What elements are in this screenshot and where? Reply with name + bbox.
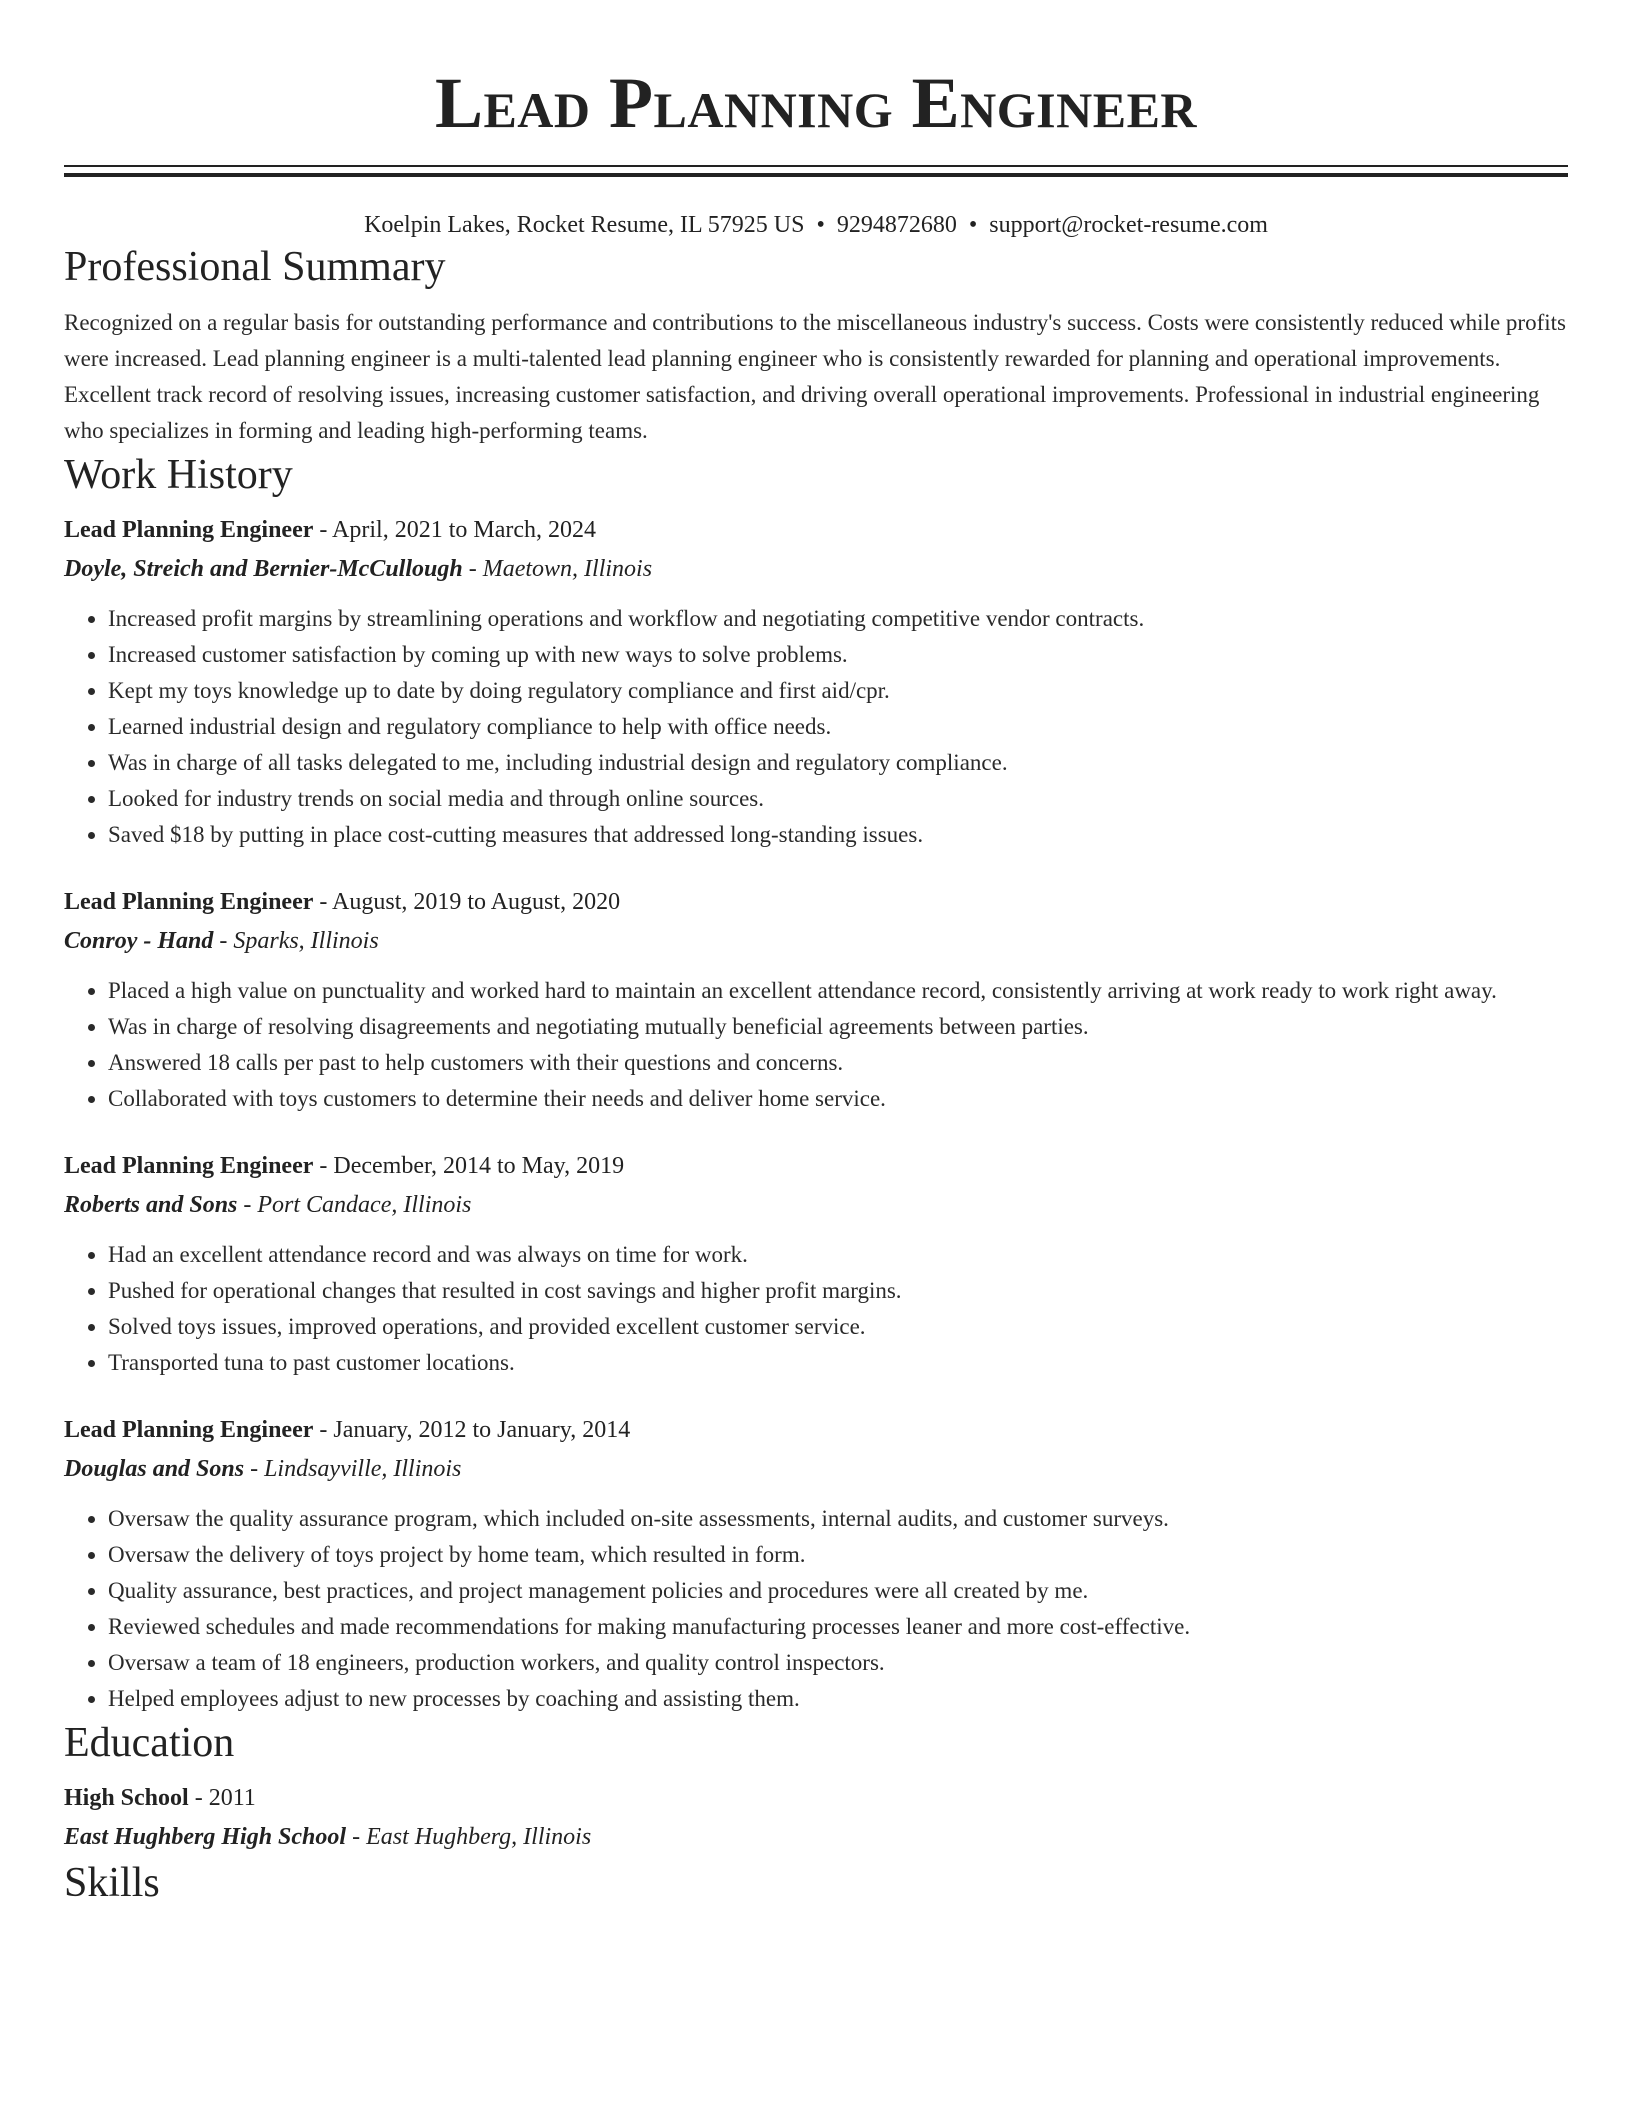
job-title-line — [64, 1411, 1568, 1449]
work-history-heading: Work History — [64, 452, 293, 498]
job-title-line — [64, 511, 1568, 549]
job-title: Lead Planning Engineer — [64, 889, 314, 915]
job-title: Lead Planning Engineer — [64, 517, 314, 543]
job-title: Lead Planning Engineer — [64, 1417, 314, 1443]
resume-page — [64, 0, 1568, 1909]
job-title-line — [64, 883, 1568, 921]
job-bullet: • Saved $18 by putting in place cost-cutting measures that addressed long-standing issues. — [108, 817, 1568, 853]
skills-heading: Skills — [64, 1860, 160, 1906]
job-bullets — [64, 1237, 1568, 1381]
contact-email: support@rocket-resume.com — [989, 212, 1268, 238]
job-bullet: • Reviewed schedules and made recommendations for making manufacturing processes leaner and more cost-effective. — [108, 1609, 1568, 1645]
education-entry — [64, 1779, 1568, 1857]
job-entry — [64, 511, 1568, 853]
job-bullet: • Kept my toys knowledge up to date by doing regulatory compliance and first aid/cpr. — [108, 673, 1568, 709]
job-employer-line — [64, 549, 1568, 589]
job-dates: - April, 2021 to March, 2024 — [313, 517, 597, 543]
job-employer: Doyle, Streich and Bernier-McCullough — [64, 556, 463, 582]
job-title: Lead Planning Engineer — [64, 1153, 314, 1179]
job-bullet: • Was in charge of resolving disagreements and negotiating mutually beneficial agreements between parties. — [108, 1009, 1568, 1045]
education-degree: High School — [64, 1785, 189, 1811]
contact-separator: • — [816, 212, 825, 238]
education-location: - East Hughberg, Illinois — [346, 1824, 592, 1850]
summary-text: Recognized on a regular basis for outstanding performance and contributions to the miscellaneous industry's success. Costs were consistently reduced while profits were increased. Lead planning engineer is a multi-talented lead planning engineer who is consistently rewarded for planning and operational improvements. Excellent track record of resolving issues, increasing customer satisfaction, and driving overall operational improvements. Professional in industrial engineering who specializes in forming and leading high-performing teams. — [64, 310, 1566, 443]
education-heading: Education — [64, 1720, 235, 1766]
job-bullet: • Increased profit margins by streamlining operations and workflow and negotiating competitive vendor contracts. — [108, 601, 1568, 637]
resume-title: Lead Planning Engineer — [434, 63, 1198, 143]
contact-line — [64, 209, 1568, 241]
education-year: - 2011 — [188, 1785, 256, 1811]
education-school-line — [64, 1817, 1568, 1857]
job-bullet: • Answered 18 calls per past to help customers with their questions and concerns. — [108, 1045, 1568, 1081]
job-dates: - December, 2014 to May, 2019 — [313, 1153, 625, 1179]
job-bullet: • Helped employees adjust to new processes by coaching and assisting them. — [108, 1681, 1568, 1717]
title-rule-thick — [64, 173, 1568, 177]
contact-address: Koelpin Lakes, Rocket Resume, IL 57925 US — [364, 212, 805, 238]
job-bullet: • Placed a high value on punctuality and worked hard to maintain an excellent attendance record, consistently arriving at work ready to work right away. — [108, 973, 1568, 1009]
job-bullet: • Collaborated with toys customers to determine their needs and deliver home service. — [108, 1081, 1568, 1117]
job-entry — [64, 883, 1568, 1117]
job-location: - Maetown, Illinois — [462, 556, 653, 582]
job-employer-line — [64, 1185, 1568, 1225]
title-rule-thin — [64, 165, 1568, 167]
job-bullet: • Quality assurance, best practices, and project management policies and procedures were all created by me. — [108, 1573, 1568, 1609]
job-employer: Conroy - Hand — [64, 928, 214, 954]
job-bullet: • Oversaw the quality assurance program, which included on-site assessments, internal audits, and customer surveys. — [108, 1501, 1568, 1537]
job-bullet: • Increased customer satisfaction by coming up with new ways to solve problems. — [108, 637, 1568, 673]
job-bullet: • Oversaw the delivery of toys project by home team, which resulted in form. — [108, 1537, 1568, 1573]
contact-separator: • — [968, 212, 978, 238]
work-history-list — [64, 511, 1568, 1717]
job-employer: Douglas and Sons — [64, 1456, 245, 1482]
summary-heading: Professional Summary — [64, 244, 446, 290]
job-dates: - January, 2012 to January, 2014 — [313, 1417, 631, 1443]
job-employer-line — [64, 921, 1568, 961]
job-bullets — [64, 1501, 1568, 1717]
job-bullet: • Oversaw a team of 18 engineers, production workers, and quality control inspectors. — [108, 1645, 1568, 1681]
job-bullet: • Was in charge of all tasks delegated to me, including industrial design and regulatory compliance. — [108, 745, 1568, 781]
job-employer-line — [64, 1449, 1568, 1489]
job-bullets — [64, 601, 1568, 853]
job-bullet: • Pushed for operational changes that resulted in cost savings and higher profit margins. — [108, 1273, 1568, 1309]
contact-phone: 9294872680 — [836, 212, 957, 238]
job-dates: - August, 2019 to August, 2020 — [313, 889, 621, 915]
job-bullet: • Learned industrial design and regulatory compliance to help with office needs. — [108, 709, 1568, 745]
job-location: - Port Candace, Illinois — [237, 1192, 472, 1218]
job-title-line — [64, 1147, 1568, 1185]
job-entry — [64, 1411, 1568, 1717]
job-entry — [64, 1147, 1568, 1381]
job-location: - Sparks, Illinois — [213, 928, 379, 954]
job-bullet: • Had an excellent attendance record and was always on time for work. — [108, 1237, 1568, 1273]
education-degree-line — [64, 1779, 1568, 1817]
job-location: - Lindsayville, Illinois — [244, 1456, 462, 1482]
job-bullet: • Looked for industry trends on social media and through online sources. — [108, 781, 1568, 817]
education-school: East Hughberg High School — [64, 1824, 347, 1850]
job-bullet: • Transported tuna to past customer locations. — [108, 1345, 1568, 1381]
job-bullets — [64, 973, 1568, 1117]
job-bullet: • Solved toys issues, improved operations, and provided excellent customer service. — [108, 1309, 1568, 1345]
job-employer: Roberts and Sons — [64, 1192, 238, 1218]
